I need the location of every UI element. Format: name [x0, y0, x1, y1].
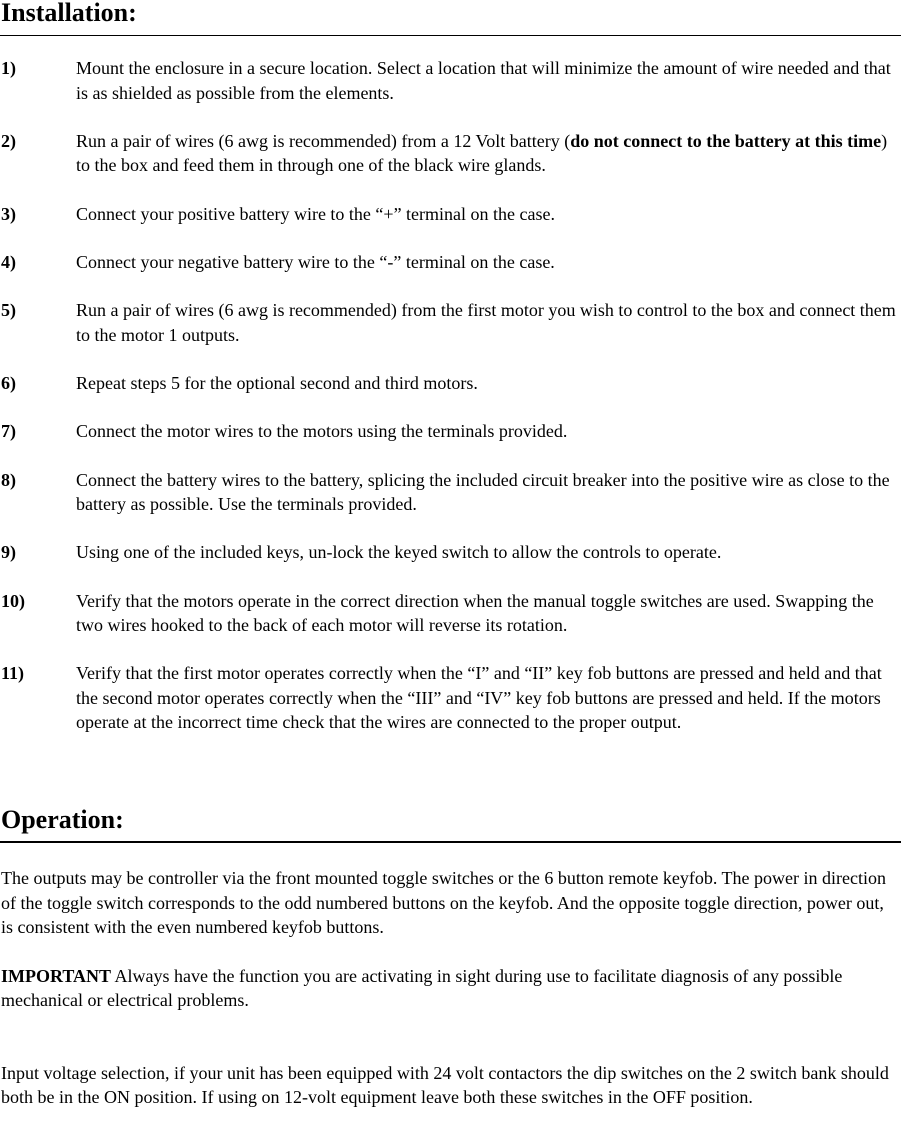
step-number: 11): [1, 663, 25, 684]
step-text: Using one of the included keys, un-lock the keyed switch to allow the controls to operate.: [76, 542, 722, 563]
step-item: [0, 540, 901, 565]
operation-divider: [0, 841, 901, 843]
step-item: [0, 250, 901, 275]
installation-steps-list: [0, 56, 901, 759]
installation-heading: Installation:: [1, 0, 137, 27]
step-text: Connect the motor wires to the motors using the terminals provided.: [76, 421, 568, 442]
installation-divider: [0, 35, 901, 36]
step-number: 8): [1, 469, 16, 490]
step-warning-text: do not connect to the battery at this time: [570, 130, 882, 151]
operation-paragraph: The outputs may be controller via the front mounted toggle switches or the 6 button remote keyfob. The power in direction of the toggle switch corresponds to the odd numbered buttons on the keyfob. And the opposite toggle direction, power out, is consistent with the even numbered keyfob buttons.: [1, 868, 886, 937]
step-text: Verify that the motors operate in the correct direction when the manual toggle switches are used. Swapping the two wires hooked to the back of each motor will reverse its rotation.: [76, 590, 874, 636]
step-text-pre: Run a pair of wires (6 awg is recommended) from a 12 Volt battery (: [76, 130, 571, 151]
operation-heading: Operation:: [1, 805, 124, 834]
important-text: Always have the function you are activating in sight during use to facilitate diagnosis of any possible mechanical or electrical problems.: [1, 965, 843, 1010]
step-number: 2): [1, 130, 16, 151]
step-number: 9): [1, 542, 16, 563]
step-item: [0, 202, 901, 227]
step-item: [0, 419, 901, 444]
step-number: 1): [1, 58, 16, 78]
step-item: [0, 468, 901, 517]
step-number: 6): [1, 372, 16, 393]
step-item: [0, 371, 901, 396]
operation-body: [1, 866, 898, 1110]
step-item: [0, 129, 901, 178]
step-text-post: ) to the box and feed them in through one of the black wire glands.: [76, 130, 888, 176]
step-number: 5): [1, 300, 16, 321]
step-number: 4): [1, 251, 16, 272]
step-number: 7): [1, 421, 16, 442]
step-text: Connect the battery wires to the battery, splicing the included circuit breaker into the positive wire as close to the battery as possible. Use the terminals provided.: [76, 469, 890, 515]
step-item: [0, 661, 901, 735]
step-number: 3): [1, 203, 16, 224]
step-text: Verify that the first motor operates correctly when the “I” and “II” key fob buttons are pressed and held and that the second motor operates correctly when the “III” and “IV” key fob buttons are pressed and held. If the motors operate at the incorrect time check that the wires are connected to the proper output.: [76, 663, 882, 733]
important-label: IMPORTANT: [1, 965, 112, 986]
important-note: [1, 964, 898, 1013]
step-text: Connect your positive battery wire to the “+” terminal on the case.: [76, 203, 555, 224]
step-text: Connect your negative battery wire to the “-” terminal on the case.: [76, 251, 555, 272]
step-text: Repeat steps 5 for the optional second and third motors.: [76, 372, 478, 393]
step-item: [0, 56, 901, 105]
step-text: Mount the enclosure in a secure location. Select a location that will minimize the amount of wire needed and that is as shielded as possible from the elements.: [76, 58, 891, 103]
step-text: [76, 129, 901, 178]
step-number: 10): [1, 590, 25, 611]
step-item: [0, 589, 901, 638]
step-text: Run a pair of wires (6 awg is recommended) from the first motor you wish to control to the box and connect them to the motor 1 outputs.: [76, 300, 896, 345]
voltage-selection-paragraph: Input voltage selection, if your unit has been equipped with 24 volt contactors the dip switches on the 2 switch bank should both be in the ON position. If using on 12-volt equipment leave both these switches in the OFF position.: [1, 1062, 889, 1107]
step-item: [0, 298, 901, 347]
